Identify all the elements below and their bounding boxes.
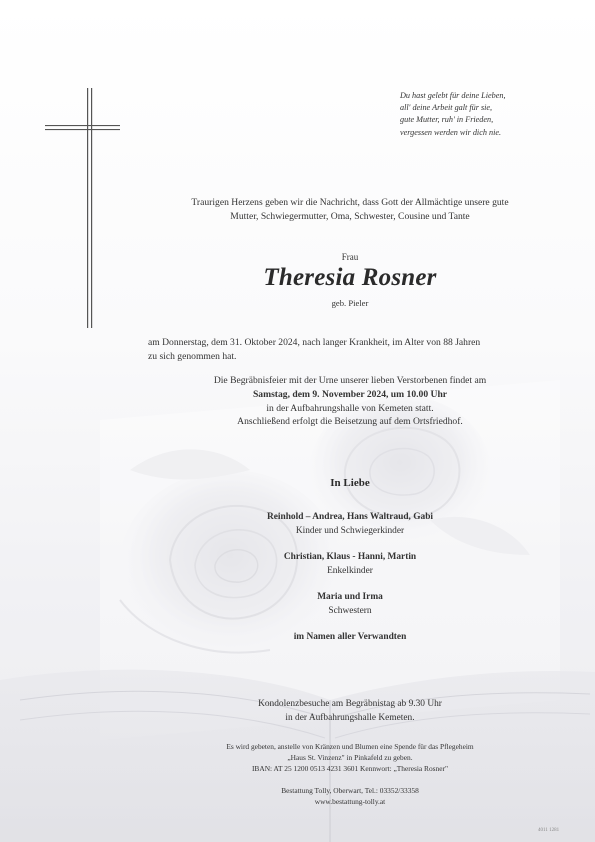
mourner-group <box>150 511 550 538</box>
death-line: zu sich genommen hat. <box>148 350 237 362</box>
verse-line: gute Mutter, ruh' in Frieden, <box>400 115 494 125</box>
maiden-name: geb. Pieler <box>331 298 369 308</box>
mourner-relation: Kinder und Schwiegerkinder <box>295 525 405 536</box>
undertaker-name: Bestattung Tolly, Oberwart, Tel.: 03352/33358 <box>281 786 419 795</box>
announcement-intro <box>140 196 560 224</box>
mourners-closing <box>150 631 550 645</box>
donation-line: IBAN: AT 25 1200 0513 4231 3601 Kennwort: „Theresia Rosner" <box>251 763 449 773</box>
intro-line: Traurigen Herzens geben wir die Nachricht, dass Gott der Allmächtige unsere gute <box>191 197 509 208</box>
funeral-date-row <box>140 388 560 402</box>
funeral-line: Anschließend erfolgt die Beisetzung auf dem Ortsfriedhof. <box>237 416 463 428</box>
mourner-names: Reinhold – Andrea, Hans Waltraud, Gabi <box>266 512 434 522</box>
donation-request <box>140 742 560 774</box>
death-notice <box>148 336 568 363</box>
mourner-group <box>150 551 550 578</box>
deceased-name: Theresia Rosner <box>263 264 437 291</box>
condolence-line: in der Aufbahrungshalle Kemeten. <box>285 713 415 723</box>
verse-line: Du hast gelebt für deine Lieben, <box>400 91 506 100</box>
undertaker-website: www.bestattung-tolly.at <box>314 796 386 806</box>
mourner-relation: Schwestern <box>328 605 372 616</box>
condolence-info <box>150 697 550 725</box>
funeral-line: Die Begräbnisfeier mit der Urne unserer lieben Verstorbenen findet am <box>213 375 487 386</box>
mourner-relation: Enkelkinder <box>327 565 373 576</box>
donation-line: Es wird gebeten, anstelle von Kränzen und Blumen eine Spende für das Pflegeheim <box>226 742 474 751</box>
salutation: Frau <box>341 252 359 262</box>
mourners-heading: In Liebe <box>330 477 370 489</box>
closing-text: im Namen aller Verwandten <box>293 632 407 642</box>
condolence-line: Kondolenzbesuche am Begräbnistag ab 9.30 Uhr <box>258 699 442 709</box>
donation-line: „Haus St. Vinzenz" in Pinkafeld zu geben. <box>287 752 413 762</box>
print-code: 4011 1281 <box>538 828 560 833</box>
funeral-date: Samstag, dem 9. November 2024, um 10.00 Uhr <box>252 388 448 400</box>
mourner-group <box>150 591 550 618</box>
mourner-names: Maria und Irma <box>317 592 383 602</box>
funeral-details <box>140 374 560 429</box>
mourner-names: Christian, Klaus - Hanni, Martin <box>283 552 417 562</box>
memorial-verse <box>400 90 570 139</box>
funeral-line: in der Aufbahrungshalle von Kemeten statt. <box>266 402 434 414</box>
verse-line: vergessen werden wir dich nie. <box>400 127 502 137</box>
verse-line: all' deine Arbeit galt für sie, <box>400 103 493 113</box>
death-line: am Donnerstag, dem 31. Oktober 2024, nach langer Krankheit, im Alter von 88 Jahren <box>148 337 481 348</box>
cross-icon <box>45 88 120 328</box>
intro-line: Mutter, Schwiegermutter, Oma, Schwester, Cousine und Tante <box>230 211 470 222</box>
undertaker-info <box>160 786 540 807</box>
